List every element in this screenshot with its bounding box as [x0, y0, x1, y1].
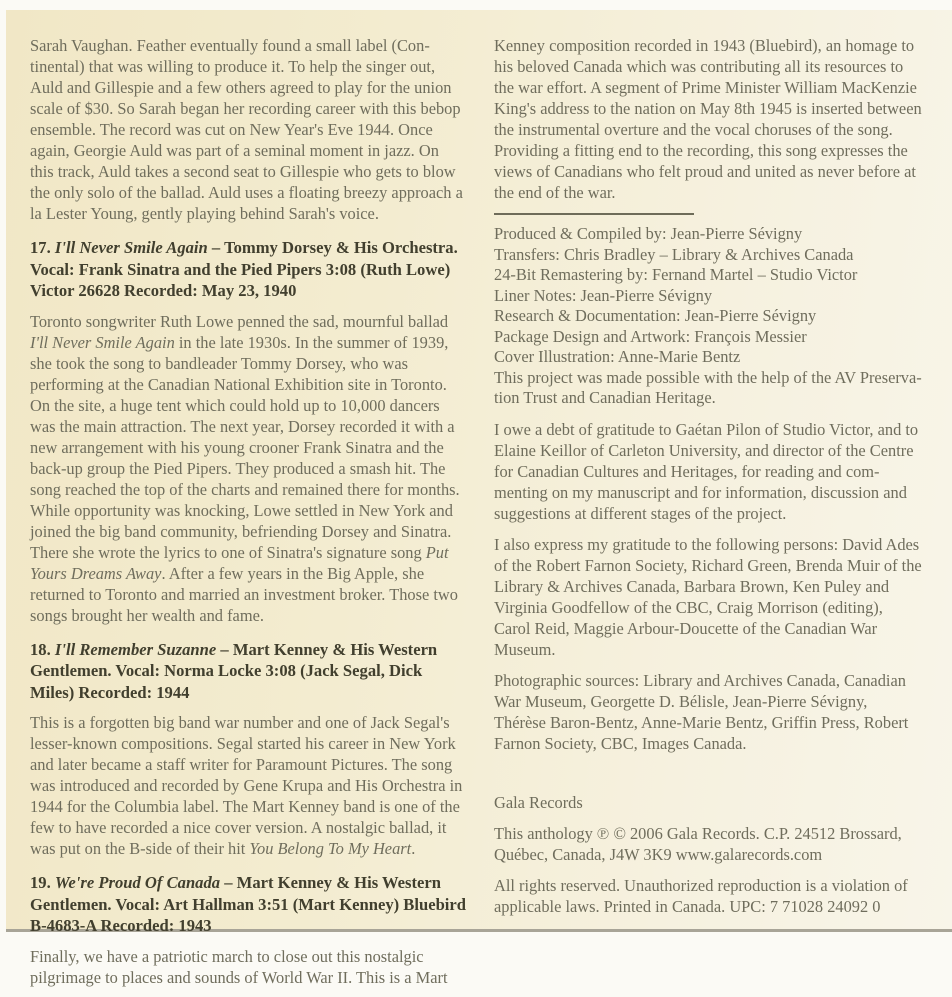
track-17-title: I'll Never Smile Again [54, 238, 208, 257]
track-17-text: . After a few years in the Big Apple, she returned to Toronto and married an investment broker. Those two songs brought her wealth and fame. [30, 563, 458, 625]
booklet-page [6, 10, 952, 987]
track-18-text: . [411, 839, 416, 858]
track-17-heading [30, 237, 466, 302]
track-17-paragraph [30, 311, 466, 626]
credit-line-research: Research & Documentation: Jean-Pierre Sévigny [494, 306, 817, 325]
track-18-details: – Mart Kenney & His Western Gentlemen. Vocal: Norma Locke 3:08 (Jack Segal, Dick Miles) Recorded: 1944 [30, 639, 438, 702]
credit-line-remastering: 24-Bit Remastering by: Fernand Martel – Studio Victor [494, 265, 858, 284]
record-label-name: Gala Records [494, 792, 583, 812]
right-column [494, 35, 922, 997]
track-17-number: 17. [30, 238, 55, 257]
track-19-heading [30, 872, 466, 937]
rights-upc-line: All rights reserved. Unauthorized reproduction is a violation of applicable laws. Printed in Canada. UPC: 7 71028 24092 0 [494, 875, 908, 916]
credit-line-cover-illustration: Cover Illustration: Anne-Marie Bentz [494, 347, 741, 366]
gratitude-paragraph-2: I also express my gratitude to the following persons: David Ades of the Robert Farnon Society, Richard Green, Brenda Muir of the Library & Archives Canada, Barbara Brown, Ken Puley and Virginia Goodfellow of the CBC, Craig Morrison (editing), Carol Reid, Maggie Arbour-Doucette of the Canadian War Museum. [494, 534, 922, 659]
track-18-heading [30, 639, 466, 704]
track-19-paragraph [30, 946, 466, 988]
track-19-continuation-paragraph: Kenney composition recorded in 1943 (Bluebird), an homage to his beloved Canada which was contributing all its resources to the war effort. A segment of Prime Minister William MacKenzie King's address to the nation on May 8th 1945 is inserted between the instrumental overture and the vocal choruses of the song. Providing a fitting end to the recording, this song expresses the views of Canadians who felt proud and united as never before at the end of the war. [494, 36, 922, 202]
track-19-details: – Mart Kenney & His Western Gentlemen. Vocal: Art Hallman 3:51 (Mart Kenney) Bluebird B-4683-A Recorded: 1943 [30, 873, 467, 935]
credit-line-liner-notes: Liner Notes: Jean-Pierre Sévigny [494, 285, 713, 305]
credits-block [494, 224, 922, 409]
credits-note-av-preservation: This project was made possible with the help of the AV Preserva-tion Trust and Canadian Heritage. [494, 367, 922, 407]
track-18-song-title-italic: You Belong To My Heart [249, 839, 412, 858]
credit-line-produced: Produced & Compiled by: Jean-Pierre Sévigny [494, 224, 803, 243]
credits-divider-rule [494, 213, 694, 215]
credit-line-package-design: Package Design and Artwork: François Messier [494, 326, 807, 346]
track-19-text: Finally, we have a patriotic march to close out this nostalgic pilgrimage to places and sounds of World War II. This is a Mart [30, 946, 448, 987]
credit-line-transfers: Transfers: Chris Bradley – Library & Archives Canada [494, 244, 854, 264]
track-17-details: – Tommy Dorsey & His Orchestra. Vocal: Frank Sinatra and the Pied Pipers 3:08 (Ruth Lowe) Victor 26628 Recorded: May 23, 1940 [30, 238, 458, 300]
anthology-copyright-line: This anthology ℗ © 2006 Gala Records. C.P. 24512 Brossard, Québec, Canada, J4W 3K9 www.galarecords.com [494, 823, 902, 864]
track-17-song-title-italic: Put Yours Dreams Away [30, 542, 449, 583]
gratitude-paragraph-1: I owe a debt of gratitude to Gaétan Pilon of Studio Victor, and to Elaine Keillor of Carleton University, and director of the Centre for Canadian Cultures and Heritages, for reading and com-menting on my manuscript and for information, discussion and suggestions at different stages of the project. [494, 419, 919, 523]
two-column-layout [6, 10, 952, 997]
track-18-number: 18. [30, 639, 55, 659]
left-column [30, 35, 466, 997]
track-19-title: We're Proud Of Canada [54, 873, 221, 892]
track-17-song-title-italic: I'll Never Smile Again [30, 332, 175, 352]
track-19-number: 19. [30, 873, 55, 892]
track-18-paragraph [30, 712, 466, 859]
track-17-text: Toronto songwriter Ruth Lowe penned the sad, mournful ballad [30, 311, 449, 331]
intro-paragraph: Sarah Vaughan. Feather eventually found a small label (Con-tinental) that was willing to produce it. To help the singer out, Auld and Gillespie and a few others agreed to play for the union scale of $30. So Sarah began her recording career with this bebop ensemble. The record was cut on New Year's Eve 1944. Once again, Georgie Auld was part of a seminal moment in jazz. On this track, Auld takes a second seat to Gillespie who gets to blow the only solo of the ballad. Auld uses a floating breezy approach a la Lester Young, gently playing behind Sarah's voice. [30, 36, 463, 223]
track-17-text: in the late 1930s. In the summer of 1939, she took the song to bandleader Tommy Dorsey, who was performing at the Canadian National Exhibition site in Toronto. On the site, a huge tent which could hold up to 10,000 dancers was the main attraction. The next year, Dorsey recorded it with a new arrangement with his young crooner Frank Sinatra and the back-up group the Pied Pipers. They produced a smash hit. The song reached the top of the charts and remained there for months. While opportunity was knocking, Lowe settled in New York and joined the big band community, befriending Dorsey and Sinatra. There she wrote the lyrics to one of Sinatra's signature song [30, 332, 460, 562]
track-18-text: This is a forgotten big band war number and one of Jack Segal's lesser-known compositions. Segal started his career in New York and later became a staff writer for Paramount Pictures. The song was introduced and recorded by Gene Krupa and His Orchestra in 1944 for the Columbia label. The Mart Kenney band is one of the few to have recorded a nice cover version. A nostalgic ballad, it was put on the B-side of their hit [30, 713, 463, 858]
photographic-sources-paragraph: Photographic sources: Library and Archives Canada, Canadian War Museum, Georgette D. Bélisle, Jean-Pierre Sévigny, Thérèse Baron-Bentz, Anne-Marie Bentz, Griffin Press, Robert Farnon Society, CBC, Images Canada. [494, 670, 909, 753]
track-18-title: I'll Remember Suzanne [54, 639, 217, 659]
